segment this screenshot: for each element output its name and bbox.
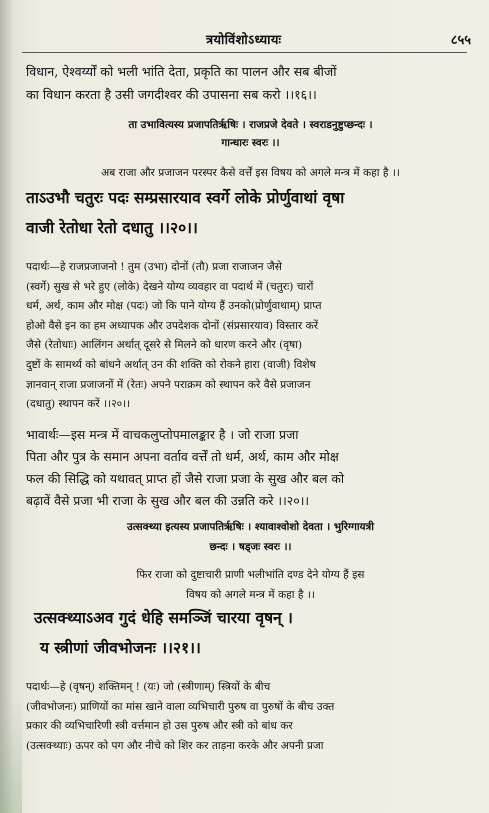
header-rule bbox=[22, 52, 467, 53]
mantra-20-svara-line: गान्धारः स्वरः ।। bbox=[221, 137, 280, 149]
bhavartha-line: भावार्थः—इस मन्त्र में वाचकलुप्तोपमालङ्कार है । जो राजा प्रजा bbox=[26, 427, 299, 442]
page-header bbox=[20, 30, 477, 50]
padartha-line: (दधातु) स्थापन करें ।।२०।। bbox=[26, 398, 131, 411]
padartha-line: पदार्थः—हे राजप्रजाजनो ! तुम (उभा) दोनों (तौ) प्रजा राजाजन जैसे bbox=[26, 261, 282, 273]
bhavartha-line: बढ़ावें वैसे प्रजा भी राजा के सुख और बल की उन्नति करे ।।२०।। bbox=[26, 493, 310, 508]
mantra-21-intro-note-1: फिर राजा को दुष्टाचारी प्राणी भलीभांति दण्ड देने योग्य हैं इस bbox=[136, 569, 365, 581]
mantra-21-rishi-line: उत्सक्थ्या इत्यस्य प्रजापतिर्ऋषिः । श्यावाश्वोशो देवता । भुरिग्गायत्री bbox=[127, 521, 374, 533]
intro-line: विधान, ऐश्वर्य्यों को भली भांति देता, प्रकृति का पालन और सब बीजों bbox=[26, 64, 337, 79]
padartha-line: प्रकार की व्यभिचारिणी स्त्री वर्त्तमान हो उस पुरुष और स्त्री को बांध कर bbox=[26, 720, 293, 733]
padartha-line: धर्म, अर्थ, काम और मोक्ष (पदः) जो कि पाने योग्य हैं उनको(प्रोर्णुवाथाम्) प्राप्त bbox=[26, 300, 322, 313]
mantra-20-padartha bbox=[26, 258, 475, 415]
padartha-line: (जीवभोजनः) प्राणियों का मांस खाने वाला व्यभिचारी पुरुष वा पुरुषों के बीच उक्त bbox=[26, 700, 335, 713]
page-number: ८५५ bbox=[450, 33, 471, 48]
padartha-line: होओ वैसे इन का हम अध्यापक और उपदेशक दोनों (संप्रसारयाव) विस्तार करें bbox=[26, 319, 319, 332]
padartha-line: जैसे (रेतोधाः) आलिंगन अर्थात् दूसरे से मिलने को धारण करने और (वृषा) bbox=[26, 339, 303, 352]
bhavartha-line: पिता और पुत्र के समान अपना वर्ताव वर्त्तें तो धर्म, अर्थ, काम और मोक्ष bbox=[26, 449, 339, 464]
padartha-line: ज्ञानवान् राजा प्रजाजनों में (रेतः) अपने पराक्रम को स्थापन करे वैसे प्रजाजन bbox=[26, 378, 311, 391]
chapter-title: त्रयोविंशोऽध्यायः bbox=[206, 33, 282, 48]
bhavartha-line: फल की सिद्धि को यथावत् प्राप्त हों जैसे राजा प्रजा के सुख और बल को bbox=[26, 471, 345, 486]
page-edge-stain bbox=[0, 693, 22, 813]
mantra-20-verse-line-2: वाजी रेतोधा रेतो दधातु ।।२०।। bbox=[26, 218, 198, 237]
padartha-line: दुष्टों के सामर्थ्य को बांधने अर्थात् उन की शक्ति को रोकने हारा (वाजी) विशेष bbox=[26, 358, 316, 371]
mantra-21-chhanda-line: छन्दः । षड्जः स्वरः ।। bbox=[209, 541, 292, 553]
intro-line: का विधान करता है उसी जगदीश्वर की उपासना सब करो ।।१६।। bbox=[26, 87, 317, 102]
mantra-21-verse-line-2: य स्त्रीणां जीवभोजनः ।।२१।। bbox=[40, 638, 201, 657]
intro-paragraph bbox=[26, 60, 475, 106]
mantra-20-verse-line-1: ताऽउभौ चतुरः पदः सम्प्रसारयाव स्वर्गे लोके प्रोर्णुवाथां वृषा bbox=[26, 188, 345, 207]
padartha-line: (उत्सक्थ्याः) ऊपर को पग और नीचे को शिर कर ताड़ना करके और अपनी प्रजा bbox=[26, 739, 324, 752]
padartha-line: पदार्थः—हे (वृषन्) शक्तिमन् ! (यः) जो (स्त्रीणाम्) स्त्रियों के बीच bbox=[26, 681, 271, 693]
padartha-line: (स्वर्गे) सुख से भरे हुए (लोके) देखने योग्य व्यवहार वा पदार्थ में (चतुरः) चारों bbox=[26, 280, 314, 293]
mantra-21-intro-note-2: विषय को अगले मन्त्र में कहा है ।। bbox=[186, 589, 315, 601]
mantra-20-rishi-line: ता उभावित्यस्य प्रजापतिर्ऋषिः । राजप्रजे देवते । स्वराडनुष्टुप्छन्दः । bbox=[128, 119, 373, 131]
mantra-20-bhavartha bbox=[26, 424, 475, 512]
mantra-21-padartha bbox=[26, 678, 475, 756]
mantra-20-intro-note: अब राजा और प्रजाजन परस्पर कैसे वर्त्तें इस विषय को अगले मन्त्र में कहा है ।। bbox=[101, 167, 400, 179]
mantra-21-verse-line-1: उत्सक्थ्याऽअव गुदं धेहि समञ्जिं चारया वृषन् । bbox=[34, 608, 293, 627]
